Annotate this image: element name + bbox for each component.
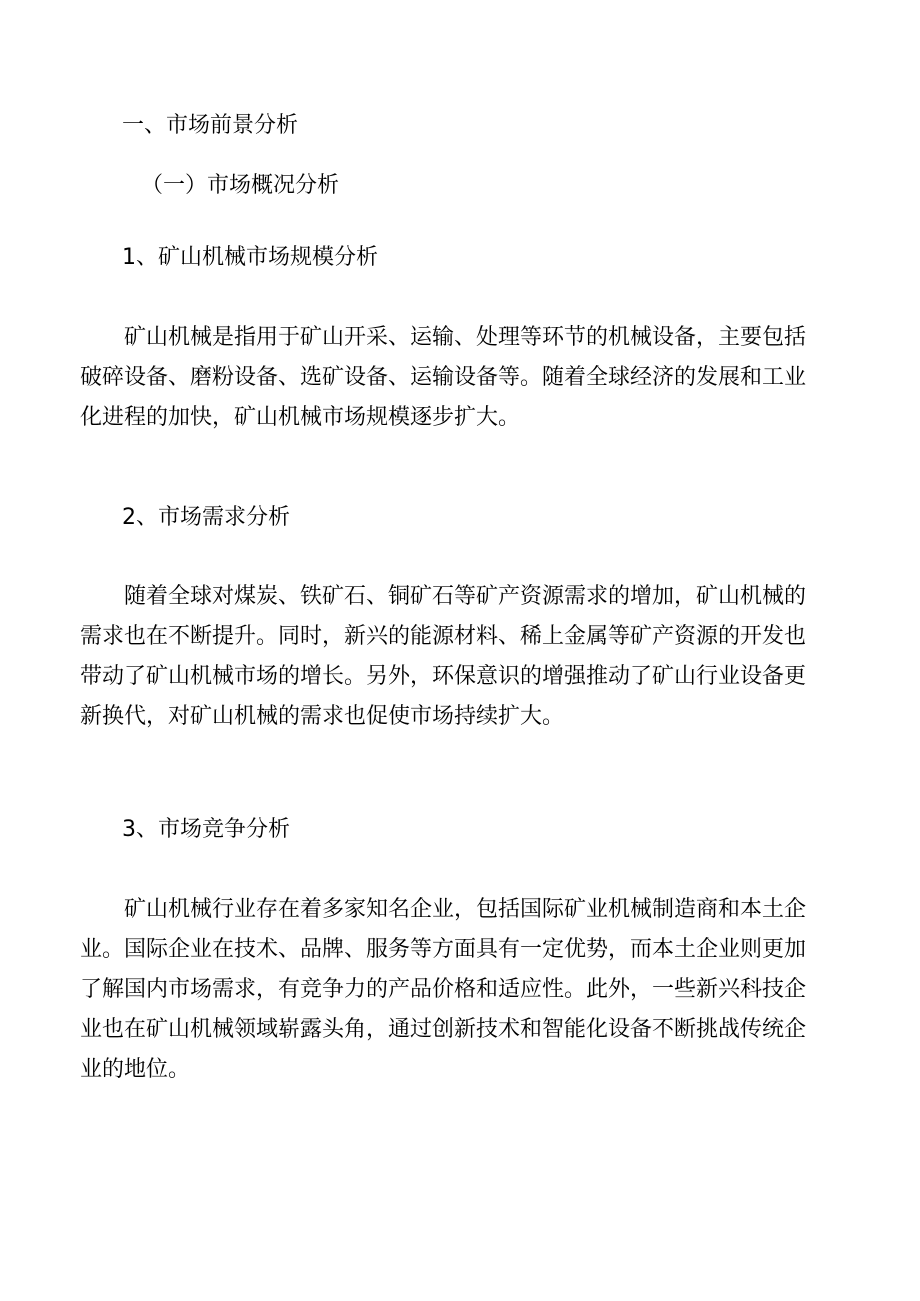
paragraph-line: 矿山机械是指用于矿山开采、运输、处理等环节的机械设备，主要包括 (124, 325, 807, 350)
paragraph-line: 带动了矿山机械市场的增长。另外，环保意识的增强推动了矿山行业设备更 (80, 664, 807, 689)
paragraph-line: 业。国际企业在技术、品牌、服务等方面具有一定优势，而本土企业则更加 (80, 937, 807, 962)
paragraph-line: 新换代，对矿山机械的需求也促使市场持续扩大。 (80, 704, 565, 729)
paragraph-line: 业也在矿山机械领域崭露头角，通过创新技术和智能化设备不断挑战传统企 (80, 1017, 807, 1042)
paragraph-market-demand (80, 577, 843, 737)
paragraph-market-competition (80, 890, 843, 1090)
heading-market-size: 1、矿山机械市场规模分析 (122, 245, 378, 270)
heading-market-competition: 3、市场竞争分析 (122, 817, 290, 842)
paragraph-line: 矿山机械行业存在着多家知名企业，包括国际矿业机械制造商和本土企 (124, 897, 807, 922)
section-title: 一、市场前景分析 (122, 113, 299, 138)
paragraph-line: 随着全球对煤炭、铁矿石、铜矿石等矿产资源需求的增加，矿山机械的 (124, 584, 807, 609)
paragraph-line: 破碎设备、磨粉设备、选矿设备、运输设备等。随着全球经济的发展和工业 (80, 365, 807, 390)
paragraph-market-size (80, 318, 843, 438)
paragraph-line: 了解国内市场需求，有竞争力的产品价格和适应性。此外，一些新兴科技企 (80, 977, 807, 1002)
subsection-title: （一）市场概况分析 (141, 173, 340, 198)
heading-market-demand: 2、市场需求分析 (122, 505, 290, 530)
paragraph-line: 化进程的加快，矿山机械市场规模逐步扩大。 (80, 405, 521, 430)
paragraph-line: 业的地位。 (80, 1057, 191, 1082)
paragraph-line: 需求也在不断提升。同时，新兴的能源材料、稀上金属等矿产资源的开发也 (80, 624, 807, 649)
